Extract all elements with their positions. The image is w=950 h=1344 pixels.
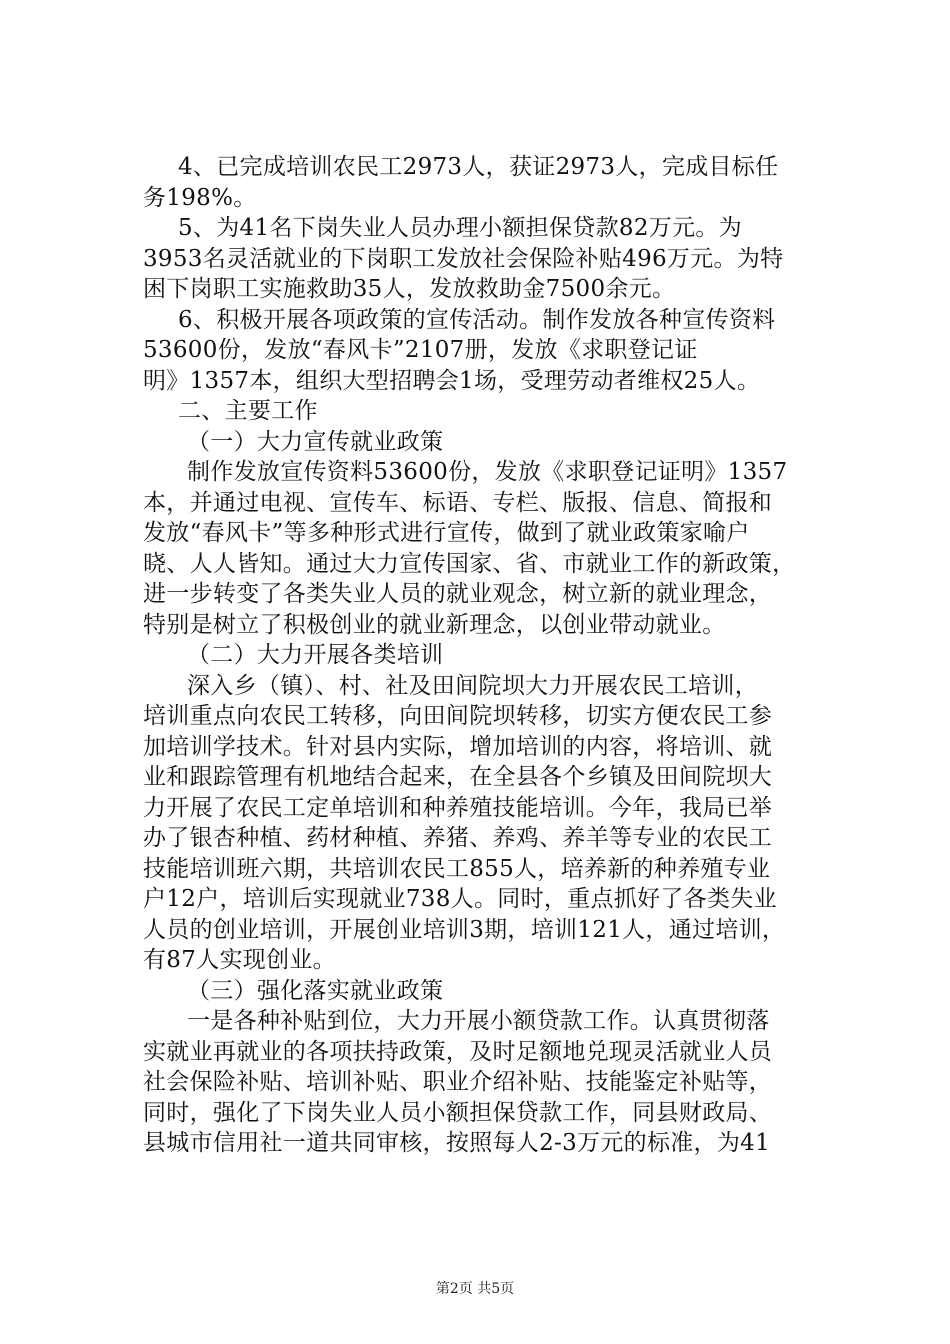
paragraph-line: 户12户，培训后实现就业738人。同时，重点抓好了各类失业 bbox=[143, 886, 777, 912]
paragraph-line: 53600份，发放“春风卡”2107册，发放《求职登记证 bbox=[143, 337, 698, 363]
section-heading: 二、主要工作 bbox=[178, 398, 318, 424]
subsection-heading: （三）强化落实就业政策 bbox=[187, 977, 444, 1004]
paragraph-line: 有87人实现创业。 bbox=[143, 947, 336, 973]
document-body bbox=[143, 152, 833, 1159]
paragraph-line: 本，并通过电视、宣传车、标语、专栏、版报、信息、简报和 bbox=[143, 489, 773, 516]
paragraph-line: 社会保险补贴、培训补贴、职业介绍补贴、技能鉴定补贴等， bbox=[143, 1069, 773, 1095]
paragraph-line: 特别是树立了积极创业的就业新理念，以创业带动就业。 bbox=[143, 611, 726, 638]
paragraph-line: 培训重点向农民工转移，向田间院坝转移，切实方便农民工参 bbox=[143, 703, 773, 729]
paragraph-line: 4、已完成培训农民工2973人，获证2973人，完成目标任 bbox=[178, 154, 779, 180]
paragraph-line: 县城市信用社一道共同审核，按照每人2-3万元的标准，为41 bbox=[143, 1130, 771, 1156]
subsection-heading: （一）大力宣传就业政策 bbox=[187, 428, 444, 455]
paragraph-line: 务198%。 bbox=[143, 184, 257, 211]
paragraph-line: 办了银杏种植、药材种植、养猪、养鸡、养羊等专业的农民工 bbox=[143, 825, 773, 851]
paragraph-line: 进一步转变了各类失业人员的就业观念，树立新的就业理念， bbox=[143, 581, 773, 607]
paragraph-line: 同时，强化了下岗失业人员小额担保贷款工作，同县财政局、 bbox=[143, 1099, 773, 1126]
page-number-footer: 第2页 共5页 bbox=[435, 1281, 515, 1297]
paragraph-line: 发放“春风卡”等多种形式进行宣传，做到了就业政策家喻户 bbox=[143, 520, 750, 546]
paragraph-line: 深入乡（镇）、村、社及田间院坝大力开展农民工培训， bbox=[187, 672, 758, 699]
paragraph-line: 6、积极开展各项政策的宣传活动。制作发放各种宣传资料 bbox=[178, 306, 776, 333]
paragraph-line: 技能培训班六期，共培训农民工855人，培养新的种养殖专业 bbox=[143, 855, 771, 882]
paragraph-line: 3953名灵活就业的下岗职工发放社会保险补贴496万元。为特 bbox=[143, 245, 784, 272]
paragraph-line: 加培训学技术。针对县内实际，增加培训的内容，将培训、就 bbox=[143, 733, 773, 760]
paragraph-line: 力开展了农民工定单培训和种养殖技能培训。今年，我局已举 bbox=[143, 794, 773, 821]
paragraph-line: 困下岗职工实施救助35人，发放救助金7500余元。 bbox=[143, 276, 676, 302]
paragraph-line: 一是各种补贴到位，大力开展小额贷款工作。认真贯彻落 bbox=[187, 1008, 770, 1034]
subsection-heading: （二）大力开展各类培训 bbox=[187, 642, 444, 668]
paragraph-line: 晓、人人皆知。通过大力宣传国家、省、市就业工作的新政策， bbox=[143, 550, 796, 577]
paragraph-line: 人员的创业培训，开展创业培训3期，培训121人，通过培训， bbox=[143, 916, 786, 943]
paragraph-line: 业和跟踪管理有机地结合起来，在全县各个乡镇及田间院坝大 bbox=[143, 764, 773, 790]
paragraph-line: 实就业再就业的各项扶持政策，及时足额地兑现灵活就业人员 bbox=[143, 1038, 773, 1065]
paragraph-line: 制作发放宣传资料53600份，发放《求职登记证明》1357 bbox=[187, 459, 788, 485]
paragraph-line: 明》1357本，组织大型招聘会1场，受理劳动者维权25人。 bbox=[143, 367, 761, 394]
paragraph-line: 5、为41名下岗失业人员办理小额担保贷款82万元。为 bbox=[178, 215, 742, 241]
